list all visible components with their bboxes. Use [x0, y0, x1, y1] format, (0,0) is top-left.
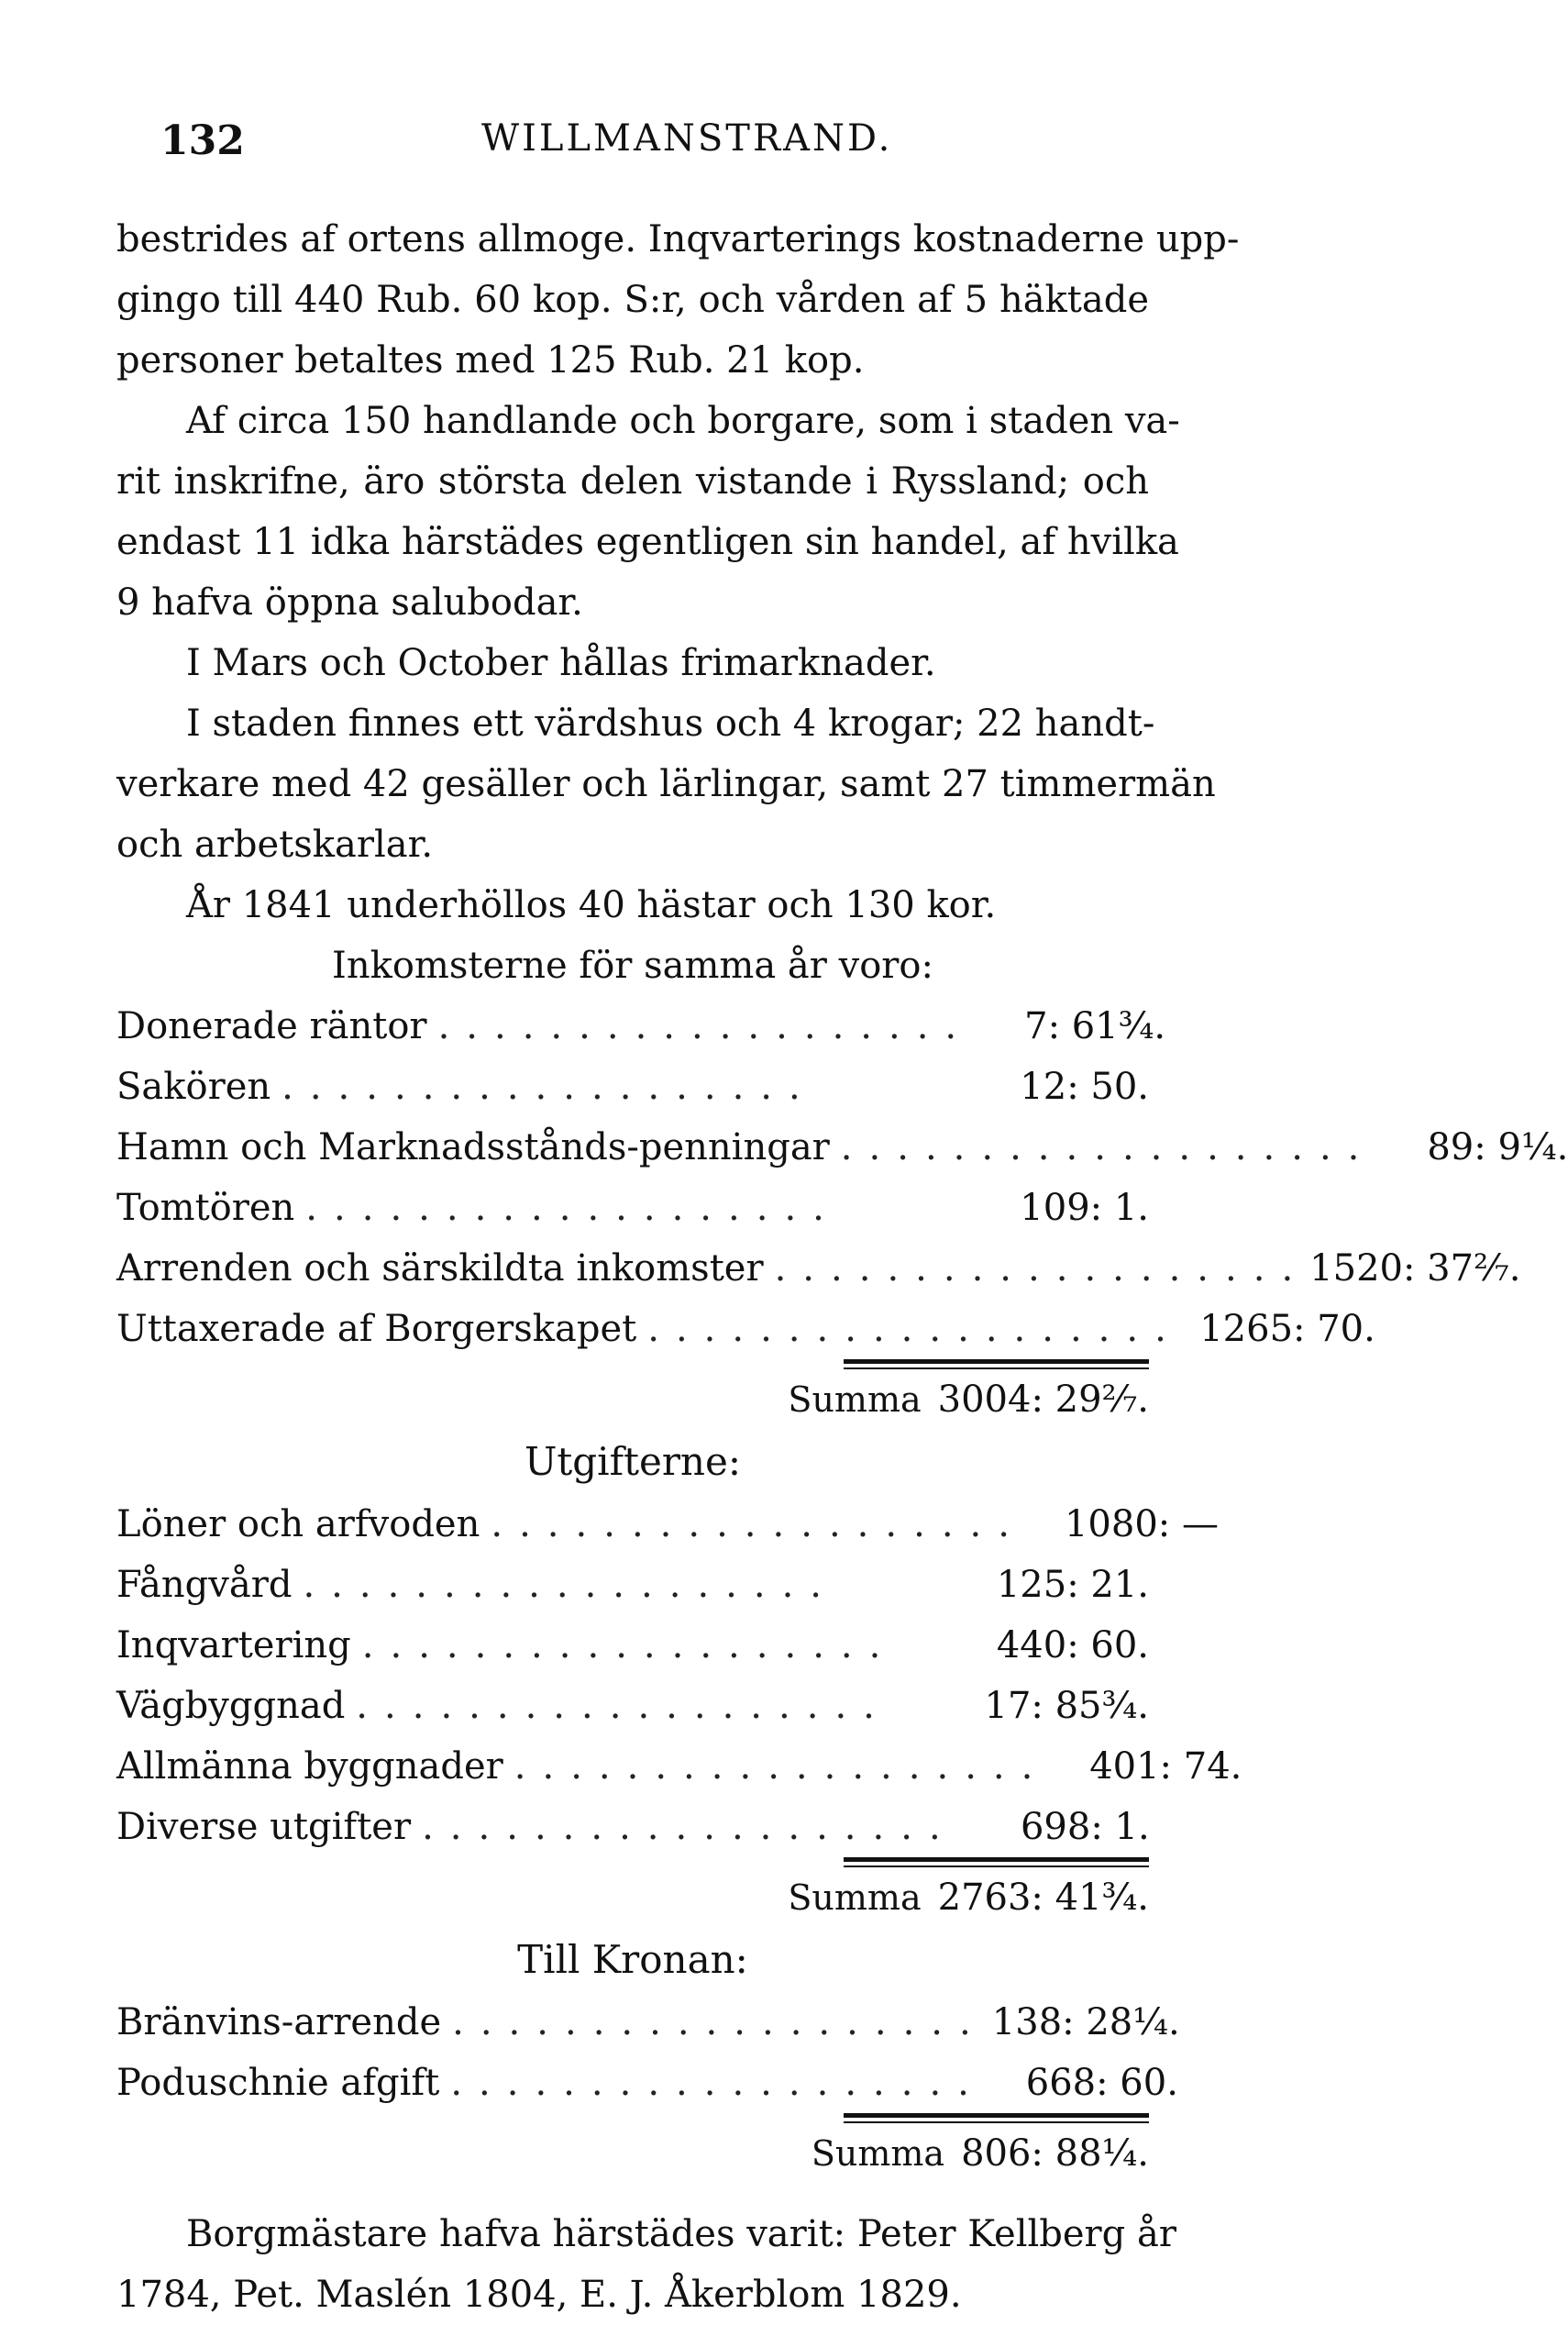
- running-title: WILLMANSTRAND.: [481, 117, 893, 160]
- expenses-sum: [116, 1867, 1149, 1928]
- crown-amount: 668: 60.: [1025, 2062, 1178, 2104]
- page-number: 132: [160, 117, 245, 164]
- text-line: rit inskrifne, äro största delen vistande i Ryssland; och: [116, 460, 1149, 503]
- text-line: verkare med 42 gesäller och lärlingar, samt 27 timmermän: [116, 763, 1216, 805]
- sum-rule: [844, 1359, 1149, 1364]
- leader-dots: ...................: [437, 1005, 974, 1047]
- income-row: [116, 1057, 1149, 1117]
- expense-row: [116, 1797, 1149, 1857]
- income-row: [116, 1238, 1521, 1299]
- crown-row: [116, 1992, 1180, 2053]
- leader-dots: ...................: [422, 1806, 957, 1848]
- crown-row: [116, 2053, 1178, 2113]
- income-row: [116, 1178, 1149, 1238]
- income-label: Hamn och Marknadsstånds-penningar: [116, 1126, 830, 1168]
- expense-label: Fångvård: [116, 1564, 293, 1606]
- sum-label: Summa: [788, 1379, 922, 1420]
- expense-label: Allmänna byggnader: [116, 1745, 503, 1788]
- sum-rule: [844, 1857, 1149, 1862]
- expense-amount: 17: 85¾.: [984, 1685, 1149, 1727]
- income-sum: [116, 1369, 1149, 1430]
- leader-dots: ...................: [513, 1745, 1050, 1788]
- sum-label: Summa: [788, 1877, 922, 1918]
- leader-dots: ...................: [774, 1247, 1310, 1290]
- income-row: [116, 996, 1166, 1057]
- income-row: [116, 1117, 1568, 1178]
- sum-value: 3004: 29²⁄₇.: [937, 1378, 1149, 1421]
- text-line: och arbetskarlar.: [116, 824, 434, 866]
- income-amount: 89: 9¼.: [1427, 1126, 1568, 1168]
- expense-label: Vägbyggnad: [116, 1685, 346, 1727]
- page-header: [160, 117, 1132, 182]
- leader-dots: ...................: [647, 1308, 1183, 1350]
- crown-label: Poduschnie afgift: [116, 2062, 440, 2104]
- sum-label: Summa: [811, 2133, 945, 2174]
- text-line: personer betaltes med 125 Rub. 21 kop.: [116, 339, 865, 382]
- expense-label: Inqvartering: [116, 1624, 351, 1666]
- crown-sum: [116, 2123, 1149, 2184]
- leader-dots: ...................: [491, 1503, 1026, 1545]
- income-label: Arrenden och särskildta inkomster: [116, 1247, 764, 1290]
- text-line: endast 11 idka härstädes egentligen sin handel, af hvilka: [116, 521, 1179, 563]
- sum-value: 2763: 41¾.: [937, 1877, 1149, 1919]
- income-label: Donerade räntor: [116, 1005, 427, 1047]
- text-line: Af circa 150 handlande och borgare, som i staden va-: [186, 400, 1180, 442]
- leader-dots: ...................: [450, 2062, 986, 2104]
- text-line: I Mars och October hållas frimarknader.: [186, 642, 936, 684]
- income-amount: 12: 50.: [1020, 1066, 1149, 1108]
- leader-dots: ...................: [356, 1685, 891, 1727]
- expense-row: [116, 1676, 1149, 1736]
- leader-dots: ...................: [840, 1126, 1376, 1168]
- text-line: bestrides af ortens allmoge. Inqvarterings kostnaderne upp-: [116, 218, 1240, 260]
- income-amount: 1520: 37²⁄₇.: [1309, 1247, 1521, 1290]
- leader-dots: ...................: [305, 1187, 841, 1229]
- closing-line: 1784, Pet. Maslén 1804, E. J. Åkerblom 1829.: [116, 2274, 962, 2316]
- closing-line: Borgmästare hafva härstädes varit: Peter Kellberg år: [186, 2213, 1176, 2255]
- expense-amount: 440: 60.: [996, 1624, 1149, 1666]
- income-row: [116, 1299, 1375, 1359]
- expense-amount: 125: 21.: [996, 1564, 1149, 1606]
- income-amount: 1265: 70.: [1199, 1308, 1375, 1350]
- page-body: [116, 209, 1568, 2325]
- income-amount: 109: 1.: [1020, 1187, 1149, 1229]
- text-line: År 1841 underhöllos 40 hästar och 130 kor.: [186, 884, 997, 926]
- income-label: Tomtören: [116, 1187, 295, 1229]
- crown-label: Bränvins-arrende: [116, 2001, 442, 2043]
- expense-amount: 698: 1.: [1020, 1806, 1150, 1848]
- expense-label: Löner och arfvoden: [116, 1503, 480, 1545]
- expense-amount: 1080: —: [1064, 1503, 1219, 1545]
- expense-row: [116, 1615, 1149, 1676]
- text-line: 9 hafva öppna salubodar.: [116, 581, 583, 624]
- expenses-heading: Utgifterne:: [524, 1439, 741, 1484]
- leader-dots: ...................: [361, 1624, 898, 1666]
- leader-dots: ...................: [452, 2001, 988, 2043]
- expense-row: [116, 1494, 1219, 1555]
- text-line: gingo till 440 Rub. 60 kop. S:r, och vården af 5 häktade: [116, 279, 1149, 321]
- leader-dots: ...................: [282, 1066, 817, 1108]
- crown-heading: Till Kronan:: [517, 1937, 748, 1982]
- leader-dots: ...................: [303, 1564, 839, 1606]
- income-amount: 7: 61¾.: [1024, 1005, 1166, 1047]
- expense-amount: 401: 74.: [1089, 1745, 1242, 1788]
- sum-rule: [844, 2113, 1149, 2118]
- expense-row: [116, 1555, 1149, 1615]
- sum-value: 806: 88¼.: [961, 2132, 1149, 2175]
- income-label: Sakören: [116, 1066, 271, 1108]
- expense-row: [116, 1736, 1242, 1797]
- income-heading: Inkomsterne för samma år voro:: [332, 945, 933, 987]
- income-label: Uttaxerade af Borgerskapet: [116, 1308, 637, 1350]
- crown-amount: 138: 28¼.: [991, 2001, 1180, 2043]
- expense-label: Diverse utgifter: [116, 1806, 412, 1848]
- text-line: I staden finnes ett värdshus och 4 krogar; 22 handt-: [186, 703, 1155, 745]
